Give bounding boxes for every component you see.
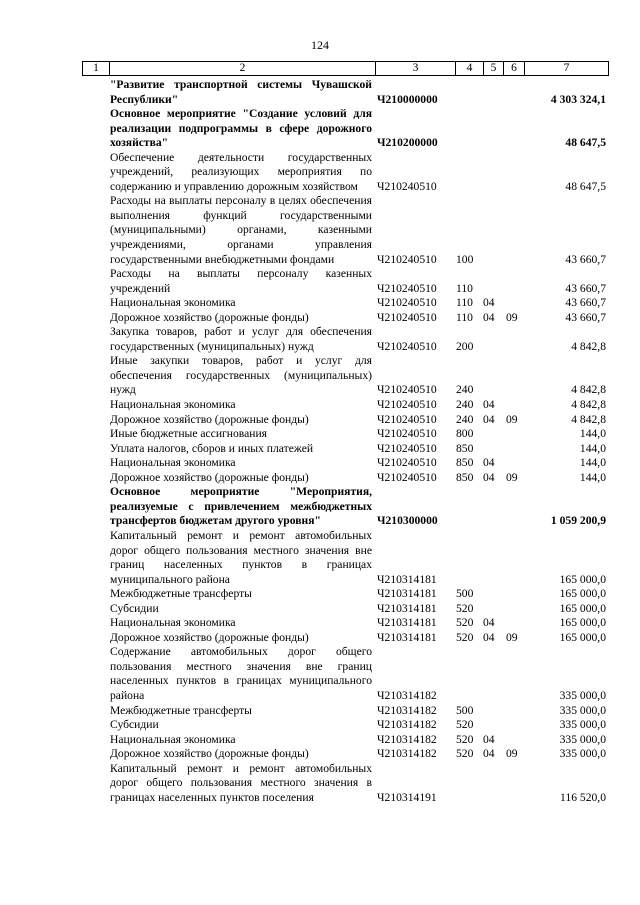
row-amount: 335 000,0 [559,747,606,761]
header-cell-3: 3 [375,62,455,75]
page-number: 124 [311,38,329,52]
row-section-code: 04 [483,412,495,426]
header-cell-5: 5 [483,62,503,75]
table-row [110,354,606,398]
row-expense-type-code: 520 [456,732,474,746]
row-name-cell: Расходы на выплаты персоналу в целях обеспечения выполнения функций государственными (муниципальными) органами, казенными учреждениями, органами управления государственными внебюджетными фондами [110,194,372,266]
row-subsection-code: 09 [506,747,518,761]
row-expense-type-code: 240 [456,383,474,397]
row-expense-type-code: 110 [456,281,473,295]
row-section-code: 04 [483,732,495,746]
row-section-code: 04 [483,456,495,470]
table-row [110,325,606,354]
row-subsection-code: 09 [506,630,518,644]
header-cell-2: 2 [109,62,375,75]
row-amount: 48 647,5 [565,136,606,150]
table-row [110,733,606,748]
row-target-article-code: Ч210240510 [377,412,437,426]
header-cell-4: 4 [455,62,483,75]
table-row [110,485,606,529]
row-name-cell: Содержание автомобильных дорог общего пользования местного значения вне границ населенных пунктов в границах муниципального района [110,645,372,702]
table-row [110,616,606,631]
row-amount: 144,0 [579,456,606,470]
row-target-article-code: Ч210240510 [377,398,437,412]
row-target-article-code: Ч210240510 [377,339,437,353]
table-row [110,296,606,311]
row-expense-type-code: 200 [456,339,474,353]
table-row [110,704,606,719]
row-target-article-code: Ч210240510 [377,252,437,266]
row-name-cell: Национальная экономика [110,732,236,746]
row-name-cell: Обеспечение деятельности государственных учреждений, реализующих мероприятия по содержанию и управлению дорожным хозяйством [110,150,372,193]
row-name-cell: Основное мероприятие "Создание условий для реализации подпрограммы в сфере дорожного хозяйства" [110,107,372,150]
row-subsection-code: 09 [506,412,518,426]
row-expense-type-code: 110 [456,310,473,324]
budget-table-body [110,78,606,805]
table-row [110,747,606,762]
row-name-cell: Национальная экономика [110,456,236,470]
row-amount: 116 520,0 [560,790,606,804]
row-expense-type-code: 240 [456,412,474,426]
row-amount: 165 000,0 [559,601,606,615]
table-row [110,529,606,587]
table-row [110,78,606,107]
row-amount: 165 000,0 [559,587,606,601]
row-expense-type-code: 110 [456,296,473,310]
table-row [110,442,606,457]
row-section-code: 04 [483,470,495,484]
table-row [110,413,606,428]
row-name-cell: Дорожное хозяйство (дорожные фонды) [110,747,309,761]
row-name-cell: Субсидии [110,601,159,615]
row-amount: 335 000,0 [559,718,606,732]
row-expense-type-code: 850 [456,441,474,455]
row-amount: 335 000,0 [559,688,606,702]
row-amount: 43 660,7 [565,281,606,295]
row-target-article-code: Ч210314182 [377,688,437,702]
row-target-article-code: Ч210314181 [377,601,437,615]
row-section-code: 04 [483,398,495,412]
row-target-article-code: Ч210314182 [377,747,437,761]
row-amount: 165 000,0 [559,630,606,644]
row-amount: 144,0 [579,441,606,455]
row-target-article-code: Ч210314181 [377,616,437,630]
row-target-article-code: Ч210300000 [377,514,438,528]
table-row [110,398,606,413]
row-name-cell: Закупка товаров, работ и услуг для обеспечения государственных (муниципальных) нужд [110,325,372,353]
header-cell-6: 6 [503,62,524,75]
row-amount: 4 842,8 [571,412,606,426]
row-target-article-code: Ч210314191 [377,790,437,804]
row-name-cell: Уплата налогов, сборов и иных платежей [110,441,314,455]
row-expense-type-code: 520 [456,616,474,630]
row-amount: 165 000,0 [559,572,606,586]
row-amount: 144,0 [579,427,606,441]
row-expense-type-code: 100 [456,252,474,266]
table-row [110,107,606,151]
row-name-cell: Дорожное хозяйство (дорожные фонды) [110,310,309,324]
row-name-cell: Основное мероприятие "Мероприятия, реализуемые с привлечением межбюджетных трансфертов бюджетам другого уровня" [110,485,372,528]
row-expense-type-code: 500 [456,587,474,601]
row-expense-type-code: 240 [456,398,474,412]
row-target-article-code: Ч210314182 [377,718,437,732]
row-name-cell: Межбюджетные трансферты [110,703,252,717]
row-target-article-code: Ч210240510 [377,470,437,484]
row-expense-type-code: 520 [456,718,474,732]
header-cell-1: 1 [82,62,109,75]
row-amount: 4 842,8 [571,339,606,353]
table-row [110,602,606,617]
row-section-code: 04 [483,310,495,324]
table-header-row [82,61,609,76]
table-row [110,427,606,442]
row-expense-type-code: 520 [456,601,474,615]
row-expense-type-code: 800 [456,427,474,441]
row-target-article-code: Ч210000000 [377,92,438,106]
row-name-cell: "Развитие транспортной системы Чувашской Республики" [110,78,372,106]
row-amount: 43 660,7 [565,310,606,324]
row-name-cell: Межбюджетные трансферты [110,587,252,601]
row-name-cell: Иные закупки товаров, работ и услуг для обеспечения государственных (муниципальных) нужд [110,354,372,397]
row-subsection-code: 09 [506,470,518,484]
row-subsection-code: 09 [506,310,518,324]
row-name-cell: Расходы на выплаты персоналу казенных учреждений [110,267,372,295]
row-amount: 43 660,7 [565,252,606,266]
row-name-cell: Капитальный ремонт и ремонт автомобильных дорог общего пользования местного значения вне границ населенных пунктов в границах муниципального района [110,528,372,586]
row-name-cell: Национальная экономика [110,296,236,310]
row-target-article-code: Ч210240510 [377,281,437,295]
row-amount: 144,0 [579,470,606,484]
table-row [110,194,606,267]
table-row [110,587,606,602]
row-target-article-code: Ч210240510 [377,179,437,193]
row-amount: 4 842,8 [571,398,606,412]
row-amount: 335 000,0 [559,732,606,746]
row-amount: 335 000,0 [559,703,606,717]
row-amount: 165 000,0 [559,616,606,630]
row-name-cell: Национальная экономика [110,616,236,630]
table-row [110,718,606,733]
table-row [110,456,606,471]
table-row [110,311,606,326]
row-target-article-code: Ч210314182 [377,703,437,717]
row-target-article-code: Ч210240510 [377,441,437,455]
row-name-cell: Дорожное хозяйство (дорожные фонды) [110,412,309,426]
row-target-article-code: Ч210314181 [377,587,437,601]
row-amount: 4 842,8 [571,383,606,397]
row-target-article-code: Ч210240510 [377,296,437,310]
row-expense-type-code: 520 [456,630,474,644]
row-section-code: 04 [483,616,495,630]
row-target-article-code: Ч210314181 [377,630,437,644]
row-amount: 4 303 324,1 [550,92,606,106]
row-target-article-code: Ч210240510 [377,310,437,324]
row-expense-type-code: 520 [456,747,474,761]
table-row [110,267,606,296]
table-row [110,471,606,486]
row-target-article-code: Ч210200000 [377,136,438,150]
row-section-code: 04 [483,296,495,310]
table-row [110,645,606,703]
row-expense-type-code: 850 [456,470,474,484]
row-name-cell: Иные бюджетные ассигнования [110,427,267,441]
header-cell-7: 7 [524,62,609,75]
row-name-cell: Национальная экономика [110,398,236,412]
row-target-article-code: Ч210240510 [377,427,437,441]
row-name-cell: Дорожное хозяйство (дорожные фонды) [110,470,309,484]
row-amount: 48 647,5 [565,179,606,193]
row-name-cell: Субсидии [110,718,159,732]
row-expense-type-code: 500 [456,703,474,717]
table-row [110,151,606,195]
row-name-cell: Дорожное хозяйство (дорожные фонды) [110,630,309,644]
row-target-article-code: Ч210240510 [377,456,437,470]
row-name-cell: Капитальный ремонт и ремонт автомобильных дорог общего пользования местного значения в границах населенных пунктов поселения [110,761,372,804]
table-row [110,762,606,806]
row-section-code: 04 [483,630,495,644]
row-target-article-code: Ч210314181 [377,572,437,586]
table-row [110,631,606,646]
row-amount: 1 059 200,9 [550,514,606,528]
row-target-article-code: Ч210240510 [377,383,437,397]
row-amount: 43 660,7 [565,296,606,310]
row-expense-type-code: 850 [456,456,474,470]
row-target-article-code: Ч210314182 [377,732,437,746]
row-section-code: 04 [483,747,495,761]
